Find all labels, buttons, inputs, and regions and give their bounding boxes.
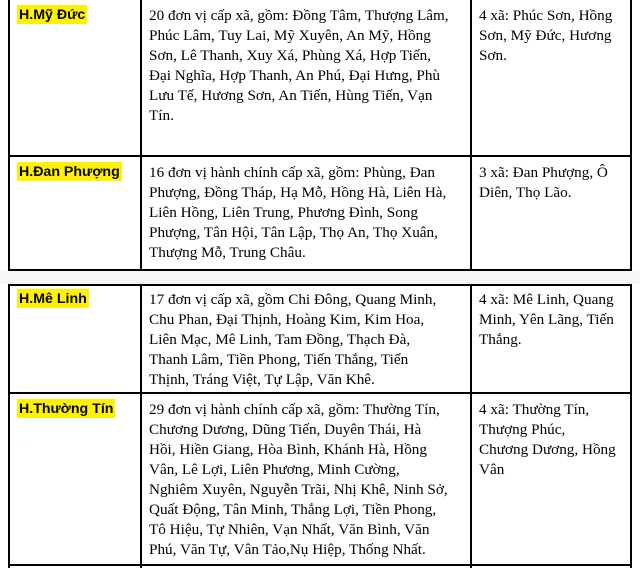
communes-line: Minh, Yên Lãng, Tiến: [479, 311, 614, 328]
table-border: [630, 284, 632, 568]
communes-line: Vân: [479, 461, 505, 478]
communes-line: Chương Dương, Hồng: [479, 441, 616, 458]
table-row: [0, 157, 640, 271]
units-cell: [141, 394, 471, 564]
communes-line: Thượng Phúc,: [479, 421, 566, 438]
communes-line: 4 xã: Phúc Sơn, Hồng: [479, 7, 613, 24]
page-break-gap: [0, 271, 640, 284]
district-name: H.Mỹ Đức: [19, 7, 86, 23]
district-name: H.Đan Phượng: [19, 164, 120, 180]
table-border: [8, 284, 632, 286]
table-border: [8, 564, 632, 566]
table-border: [140, 0, 142, 271]
units-line: 29 đơn vị hành chính cấp xã, gồm: Thường Tín,: [149, 401, 440, 418]
units-line: Hồi, Hiền Giang, Hòa Bình, Khánh Hà, Hồng: [149, 441, 427, 458]
communes-cell: [471, 394, 631, 564]
table-row: [0, 394, 640, 564]
units-line: 16 đơn vị hành chính cấp xã, gồm: Phùng, Đan: [149, 164, 436, 181]
communes-line: Thắng.: [479, 331, 522, 348]
district-cell: [9, 157, 141, 271]
units-line: Quất Động, Tân Minh, Thắng Lợi, Tiền Phong,: [149, 501, 437, 518]
table-row: [0, 284, 640, 392]
units-cell: [141, 284, 471, 392]
units-line: Phượng, Tân Hội, Tân Lập, Thọ An, Thọ Xuân,: [149, 224, 438, 241]
table-border: [8, 155, 632, 157]
units-line: Phúc Lâm, Tuy Lai, Mỹ Xuyên, An Mỹ, Hồng: [149, 27, 431, 44]
communes-line: Sơn, Mỹ Đức, Hương: [479, 27, 612, 44]
district-name: H.Mê Linh: [19, 291, 87, 307]
units-line: Liên Hồng, Liên Trung, Phương Đình, Song: [149, 204, 418, 221]
units-line: Lưu Tế, Hương Sơn, An Tiến, Hùng Tiến, Vạn: [149, 87, 433, 104]
communes-line: 3 xã: Đan Phượng, Ô: [479, 164, 608, 181]
units-cell: [141, 0, 471, 155]
units-line: Nghiêm Xuyên, Nguyễn Trãi, Nhị Khê, Ninh Sở,: [149, 481, 448, 498]
communes-line: Diên, Thọ Lão.: [479, 184, 572, 201]
table-section-1: [0, 0, 640, 271]
units-line: Tín.: [149, 107, 174, 124]
units-cell: [141, 157, 471, 271]
communes-cell: [471, 284, 631, 392]
table-border: [140, 284, 142, 568]
units-line: Phượng, Đồng Tháp, Hạ Mỗ, Hồng Hà, Liên Hà,: [149, 184, 447, 201]
units-line: 20 đơn vị cấp xã, gồm: Đồng Tâm, Thượng Lâm,: [149, 7, 449, 24]
district-name: H.Thường Tín: [19, 401, 114, 417]
district-cell: [9, 284, 141, 392]
communes-line: 4 xã: Thường Tín,: [479, 401, 590, 418]
units-line: Tô Hiệu, Tự Nhiên, Vạn Nhất, Văn Bình, Văn: [149, 521, 430, 538]
units-line: Thịnh, Tráng Việt, Tự Lập, Văn Khê.: [149, 371, 375, 388]
units-line: Đại Nghĩa, Hợp Thanh, An Phú, Đại Hưng, Phù: [149, 67, 441, 84]
communes-cell: [471, 157, 631, 271]
units-line: Chương Dương, Dũng Tiến, Duyên Thái, Hà: [149, 421, 422, 438]
table-border: [8, 0, 10, 271]
units-line: Sơn, Lê Thanh, Xuy Xá, Phùng Xá, Hợp Tiến,: [149, 47, 431, 64]
table-border: [8, 284, 10, 568]
table-border: [470, 284, 472, 568]
table-row: [0, 0, 640, 155]
district-cell: [9, 394, 141, 564]
units-line: Chu Phan, Đại Thịnh, Hoàng Kim, Kim Hoa,: [149, 311, 425, 328]
district-cell: [9, 0, 141, 155]
communes-line: Sơn.: [479, 47, 507, 64]
table-border: [630, 0, 632, 271]
table-border: [8, 392, 632, 394]
table-section-2: [0, 284, 640, 568]
units-line: Thanh Lâm, Tiền Phong, Tiến Thắng, Tiến: [149, 351, 409, 368]
units-line: Thượng Mỗ, Trung Châu.: [149, 244, 306, 261]
table-border: [8, 269, 632, 271]
units-line: Vân, Lê Lợi, Liên Phương, Minh Cường,: [149, 461, 400, 478]
communes-cell: [471, 0, 631, 155]
units-line: 17 đơn vị cấp xã, gồm Chi Đông, Quang Minh,: [149, 291, 437, 308]
units-line: Phú, Văn Tự, Vân Tảo,Nụ Hiệp, Thống Nhất.: [149, 541, 426, 558]
table-border: [470, 0, 472, 271]
communes-line: 4 xã: Mê Linh, Quang: [479, 291, 614, 308]
units-line: Liên Mạc, Mê Linh, Tam Đồng, Thạch Đà,: [149, 331, 411, 348]
